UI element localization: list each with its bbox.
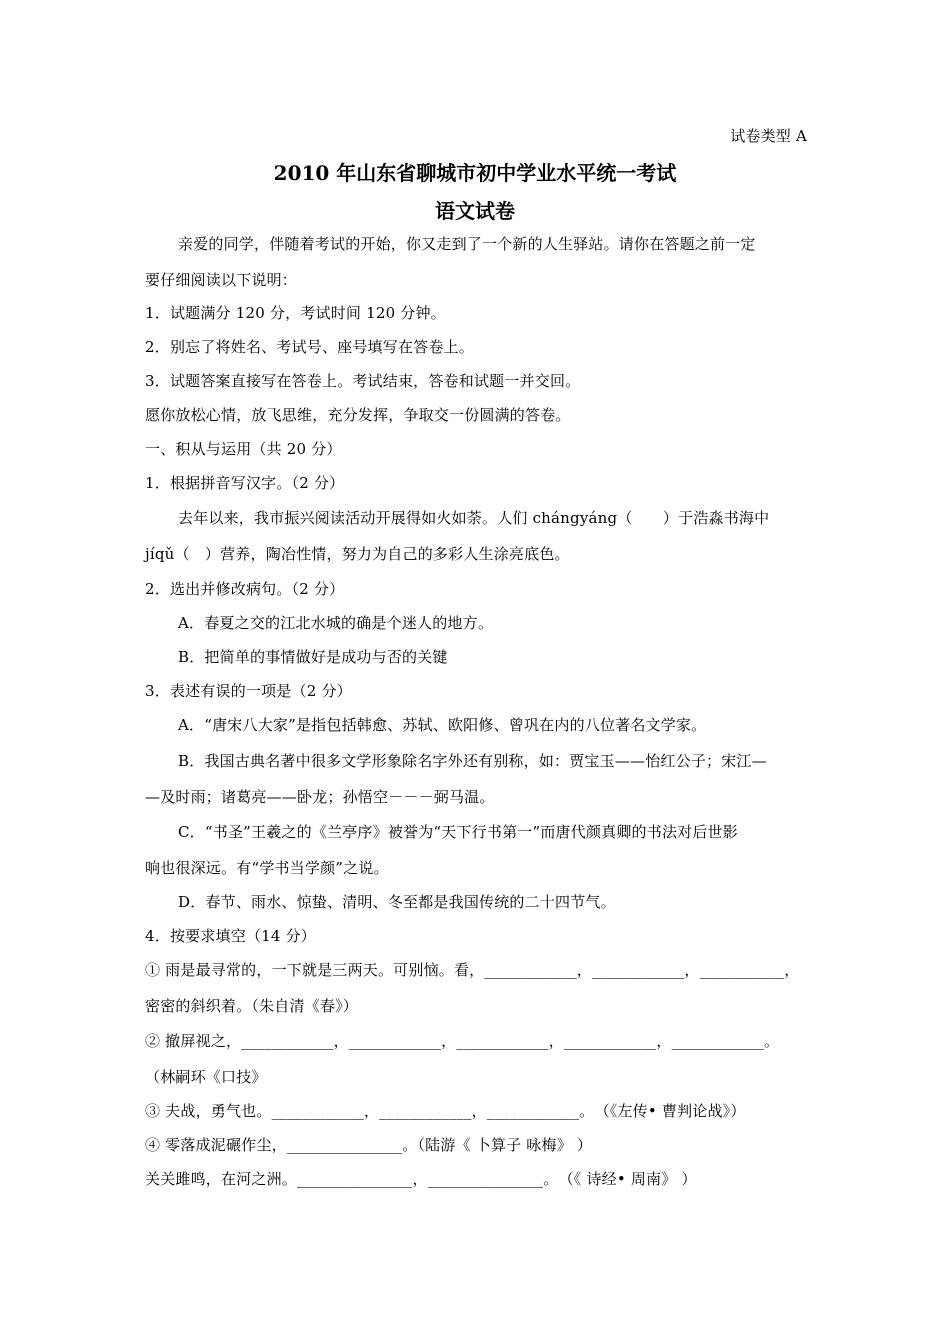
intro-paragraph: 亲爱的同学，伴随着考试的开始，你又走到了一个新的人生驿站。请你在答题之前一定	[178, 235, 756, 253]
option-item: B．把简单的事情做好是成功与否的关键	[178, 648, 448, 666]
exam-title: 2010 年山东省聊城市初中学业水平统一考试	[273, 161, 677, 185]
option-item: D．春节、雨水、惊蛰、清明、冬至都是我国传统的二十四节气。	[178, 893, 616, 911]
exam-subtitle: 语文试卷	[435, 199, 515, 223]
intro-paragraph-cont: 要仔细阅读以下说明：	[145, 271, 298, 289]
option-item: B．我国古典名著中很多文学形象除名字外还有别称，如：贾宝玉——怡红公子；宋江—	[178, 752, 767, 770]
question-stem: 1．根据拼音写汉字。（2 分）	[145, 474, 345, 492]
rule-item: 2．别忘了将姓名、考试号、座号填写在答卷上。	[145, 338, 474, 356]
fill-blank-item: ③ 夫战，勇气也。____________，____________，____________。 （《左传• 曹判论战》）	[145, 1102, 746, 1120]
question-stem: 2．选出并修改病句。（2 分）	[145, 580, 345, 598]
question-text: jíqǔ（ ）营养，陶冶性情，努力为自己的多彩人生涂亮底色。	[145, 545, 570, 563]
option-item: C．“书圣”王羲之的《兰亭序》被誉为“天下行书第一”而唐代颜真卿的书法对后世影	[178, 823, 738, 841]
fill-blank-item: ④ 零落成泥碾作尘，_______________。（陆游《 卜算子 咏梅》 ）	[145, 1136, 593, 1154]
paper-type-label: 试卷类型 A	[730, 127, 807, 145]
option-item: A．“唐宋八大家”是指包括韩愈、苏轼、欧阳修、曾巩在内的八位著名文学家。	[178, 716, 707, 734]
question-stem: 3．表述有误的一项是（2 分）	[145, 682, 352, 700]
option-item: A．春夏之交的江北水城的确是个迷人的地方。	[178, 614, 494, 632]
rule-item: 1．试题满分 120 分，考试时间 120 分钟。	[145, 304, 446, 322]
fill-blank-item: ① 雨是最寻常的，一下就是三两天。可别恼。看，____________，____________，___________，	[145, 961, 800, 979]
question-stem: 4．按要求填空（14 分）	[145, 927, 316, 945]
question-text: 去年以来，我市振兴阅读活动开展得如火如荼。人们 chángyáng（ ）于浩淼书海中	[178, 509, 770, 527]
fill-blank-item-cont: 密密的斜织着。（朱自清《春》）	[145, 997, 359, 1015]
fill-blank-item: 关关雎鸣，在河之洲。_______________，_______________。 （《 诗经• 周南》 ）	[145, 1170, 697, 1188]
fill-blank-item: ② 撤屏视之，____________，____________，____________，____________，____________。	[145, 1032, 780, 1050]
option-item-cont: —及时雨；诸葛亮——卧龙；孙悟空－－－弼马温。	[145, 788, 495, 806]
option-item-cont: 响也很深远。有“学书当学颜”之说。	[145, 859, 389, 877]
wish-text: 愿你放松心情，放飞思维，充分发挥，争取交一份圆满的答卷。	[145, 406, 571, 424]
section-heading: 一、积从与运用（共 20 分）	[145, 440, 342, 458]
fill-blank-item-cont: （林嗣环《口技》	[145, 1068, 267, 1086]
rule-item: 3．试题答案直接写在答卷上。考试结束，答卷和试题一并交回。	[145, 372, 581, 390]
